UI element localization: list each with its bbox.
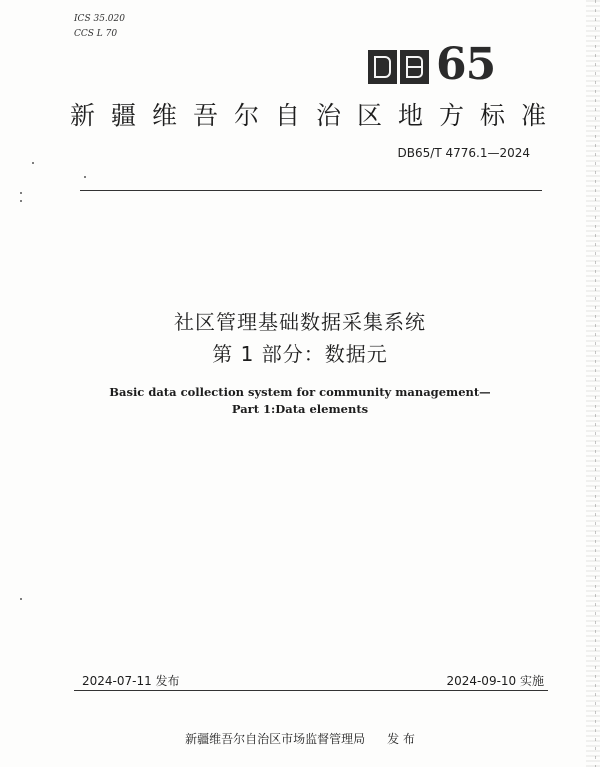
logo-letter-b — [400, 50, 429, 84]
title-english-line1: Basic data collection system for community management— — [109, 385, 491, 399]
header-divider — [80, 190, 542, 191]
title-chinese-line1: 社区管理基础数据采集系统 — [174, 310, 426, 334]
scan-speck — [32, 162, 34, 164]
scan-speck — [84, 176, 86, 178]
db65-logo — [368, 39, 496, 90]
footer-divider — [74, 690, 548, 691]
scan-speck — [20, 200, 22, 202]
implement-date: 2024-09-10 实施 — [446, 674, 544, 688]
scan-speck — [20, 598, 22, 600]
logo-number: 65 — [436, 39, 496, 90]
issuing-authority-heading: 新疆维吾尔自治区地方标准 — [70, 101, 563, 130]
logo-letter-d — [368, 50, 397, 84]
ics-code: ICS 35.020 — [74, 14, 125, 24]
issuer-line — [0, 730, 600, 747]
scan-edge-artifact — [586, 0, 600, 767]
issue-word: 发 布 — [387, 732, 415, 746]
title-english-line2: Part 1:Data elements — [231, 402, 369, 416]
ccs-code: CCS L 70 — [74, 29, 118, 39]
publish-date: 2024-07-11 发布 — [82, 674, 180, 688]
title-chinese-line2: 第 1 部分：数据元 — [212, 342, 388, 366]
issuer-name: 新疆维吾尔自治区市场监督管理局 — [185, 732, 366, 746]
scan-speck — [20, 192, 22, 194]
classification-codes — [74, 12, 125, 42]
standard-number: DB65/T 4776.1—2024 — [397, 146, 530, 160]
